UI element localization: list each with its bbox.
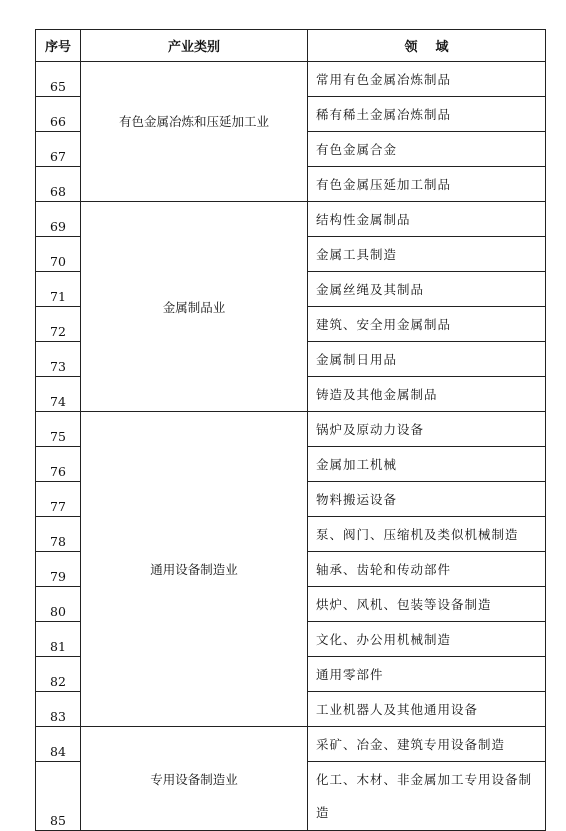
- table-row: [36, 727, 546, 762]
- field-cell: 锅炉及原动力设备: [308, 412, 546, 447]
- row-number: 70: [36, 237, 81, 272]
- row-number: 69: [36, 202, 81, 237]
- row-number: 84: [36, 727, 81, 762]
- row-number: 80: [36, 587, 81, 622]
- field-cell: 金属工具制造: [308, 237, 546, 272]
- field-cell: 泵、阀门、压缩机及类似机械制造: [308, 517, 546, 552]
- row-number: 68: [36, 167, 81, 202]
- row-number: 72: [36, 307, 81, 342]
- field-cell: 金属制日用品: [308, 342, 546, 377]
- field-cell: 物料搬运设备: [308, 482, 546, 517]
- industry-field-table: [35, 29, 546, 831]
- row-number: 78: [36, 517, 81, 552]
- row-number: 66: [36, 97, 81, 132]
- row-number: 81: [36, 622, 81, 657]
- header-industry-category: 产业类别: [81, 30, 308, 62]
- table-row: [36, 412, 546, 447]
- field-cell: 稀有稀土金属冶炼制品: [308, 97, 546, 132]
- table-row: [36, 202, 546, 237]
- row-number: 71: [36, 272, 81, 307]
- row-number: 85: [36, 762, 81, 831]
- field-cell: 有色金属合金: [308, 132, 546, 167]
- category-cell: 有色金属冶炼和压延加工业: [81, 62, 308, 202]
- row-number: 76: [36, 447, 81, 482]
- header-serial-number: 序号: [36, 30, 81, 62]
- row-number: 79: [36, 552, 81, 587]
- field-cell: 铸造及其他金属制品: [308, 377, 546, 412]
- field-cell: 烘炉、风机、包装等设备制造: [308, 587, 546, 622]
- field-cell: 有色金属压延加工制品: [308, 167, 546, 202]
- row-number: 67: [36, 132, 81, 167]
- row-number: 77: [36, 482, 81, 517]
- row-number: 83: [36, 692, 81, 727]
- category-cell: 通用设备制造业: [81, 412, 308, 727]
- field-cell: 轴承、齿轮和传动部件: [308, 552, 546, 587]
- row-number: 82: [36, 657, 81, 692]
- field-cell: 金属加工机械: [308, 447, 546, 482]
- header-field: 领 域: [308, 30, 546, 62]
- category-cell: 金属制品业: [81, 202, 308, 412]
- field-cell: 金属丝绳及其制品: [308, 272, 546, 307]
- table-row: [36, 62, 546, 97]
- row-number: 75: [36, 412, 81, 447]
- table-header-row: [36, 30, 546, 62]
- field-cell: 化工、木材、非金属加工专用设备制造: [308, 762, 546, 831]
- field-cell: 建筑、安全用金属制品: [308, 307, 546, 342]
- field-cell: 结构性金属制品: [308, 202, 546, 237]
- field-cell: 通用零部件: [308, 657, 546, 692]
- field-cell: 文化、办公用机械制造: [308, 622, 546, 657]
- field-cell: 工业机器人及其他通用设备: [308, 692, 546, 727]
- field-cell: 采矿、冶金、建筑专用设备制造: [308, 727, 546, 762]
- category-cell: 专用设备制造业: [81, 727, 308, 831]
- field-cell: 常用有色金属冶炼制品: [308, 62, 546, 97]
- row-number: 65: [36, 62, 81, 97]
- row-number: 73: [36, 342, 81, 377]
- row-number: 74: [36, 377, 81, 412]
